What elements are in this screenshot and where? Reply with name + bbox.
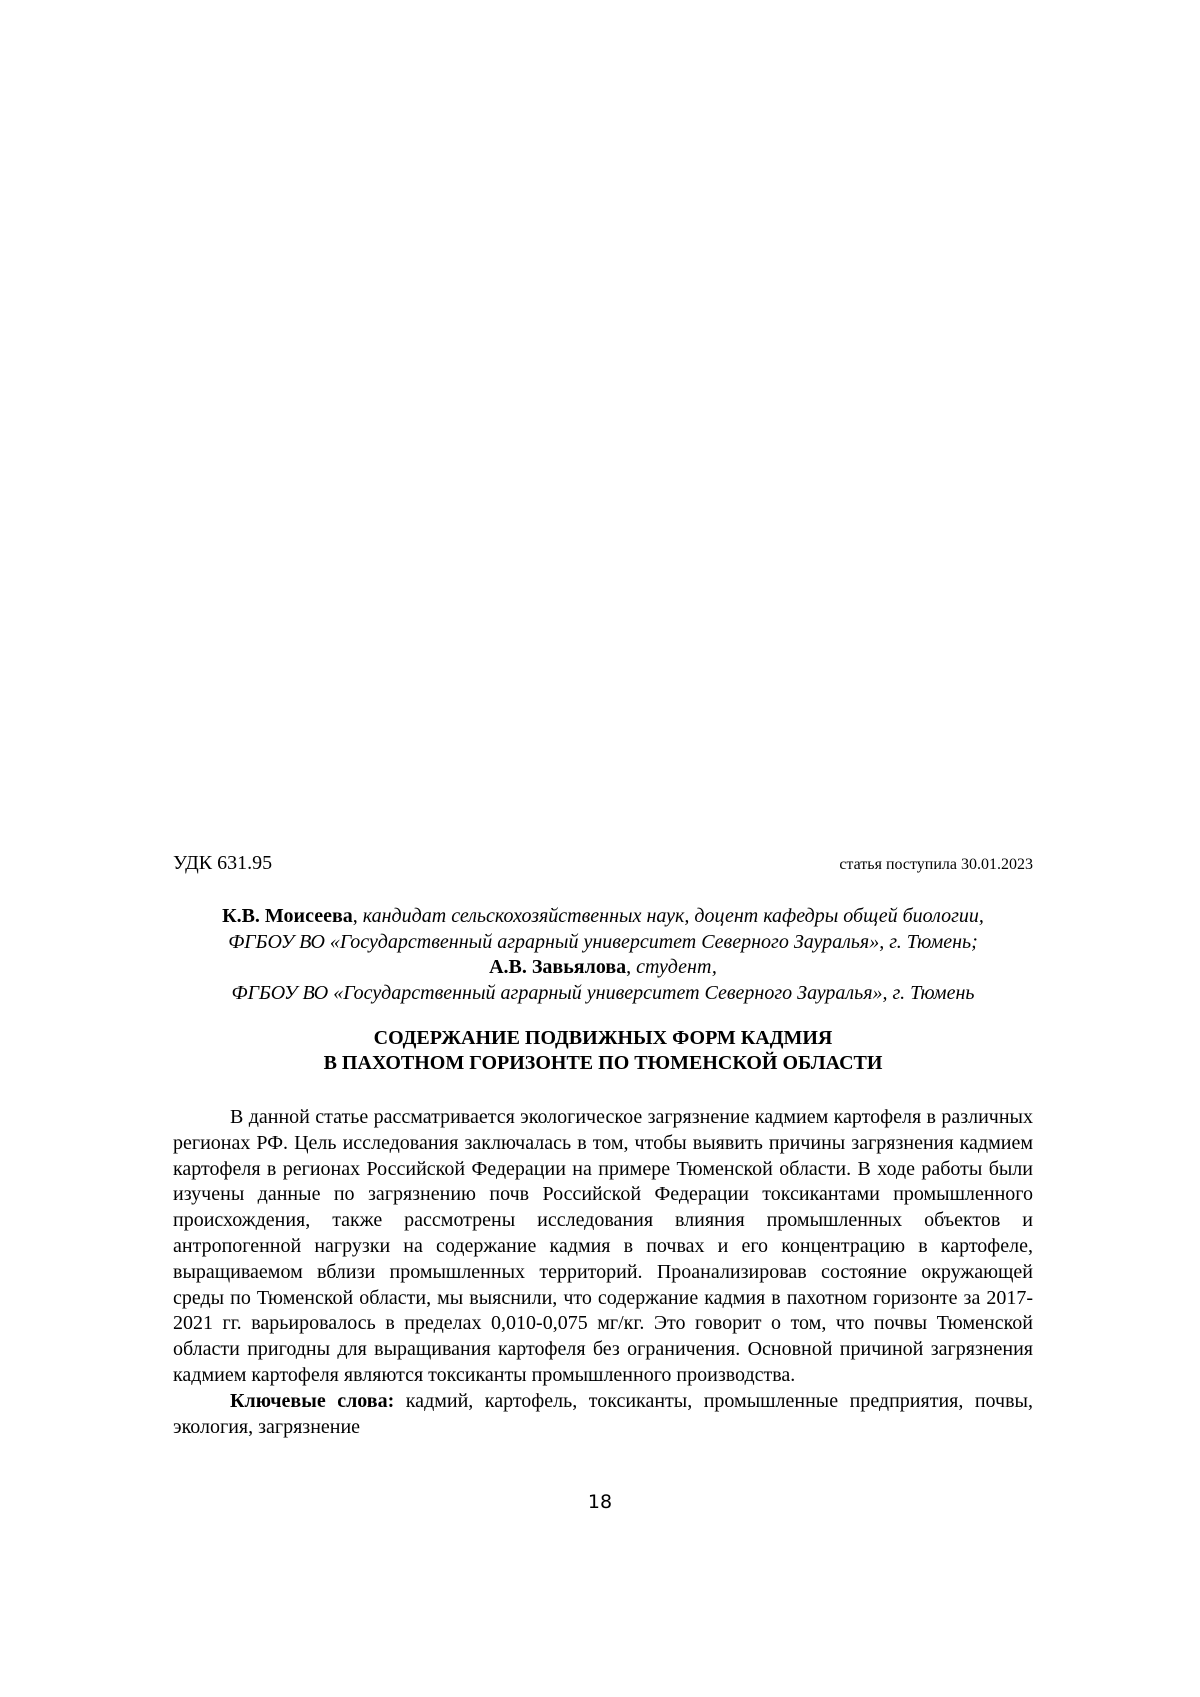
authors-block (173, 904, 1033, 1006)
author-2-name: А.В. Завьялова (489, 956, 627, 978)
article-header (173, 850, 1033, 876)
article-content (173, 850, 1033, 1460)
author-1-line (173, 904, 1033, 930)
received-date: статья поступила 30.01.2023 (839, 856, 1033, 873)
udk-code: УДК 631.95 (173, 852, 273, 874)
author-1-separator: , (352, 905, 363, 927)
title-line-2: В ПАХОТНОМ ГОРИЗОНТЕ ПО ТЮМЕНСКОЙ ОБЛАСТИ (323, 1052, 883, 1074)
abstract-paragraph: В данной статье рассматривается экологическое загрязнение кадмием картофеля в различных регионах РФ. Цель исследования заключалась в том, чтобы выявить причины загрязнения кадмием картофеля в регионах Российской Федерации на примере Тюменской области. В ходе работы были изучены данные по загрязнению почв Российской Федерации токсикантами промышленного происхождения, также рассмотрены исследования влияния промышленных объектов и антропогенной нагрузки на содержание кадмия в почвах и его концентрацию в картофеле, выращиваемом вблизи промышленных территорий. Проанализировав состояние окружающей среды по Тюменской области, мы выяснили, что содержание кадмия в пахотном горизонте за 2017-2021 гг. варьировалось в пределах 0,010-0,075 мг/кг. Это говорит о том, что почвы Тюменской области пригодны для выращивания картофеля без ограничения. Основной причиной загрязнения кадмием картофеля являются токсиканты промышленного производства. (173, 1106, 1033, 1386)
article-title (173, 1026, 1033, 1076)
title-line-1: СОДЕРЖАНИЕ ПОДВИЖНЫХ ФОРМ КАДМИЯ (373, 1027, 833, 1049)
author-1-affiliation: ФГБОУ ВО «Государственный аграрный университет Северного Зауралья», г. Тюмень; (228, 930, 978, 953)
keywords-paragraph (173, 1389, 1033, 1441)
author-1-role: кандидат сельскохозяйственных наук, доцент кафедры общей биологии, (362, 905, 984, 927)
author-2-role: студент, (636, 956, 717, 978)
author-2-line (173, 955, 1033, 981)
author-2-separator: , (626, 956, 637, 978)
author-1-name: К.В. Моисеева (222, 905, 353, 927)
keywords-text: кадмий, картофель, токсиканты, промышленные предприятия, почвы, экология, загрязнение (173, 1389, 1033, 1438)
author-2-affiliation: ФГБОУ ВО «Государственный аграрный университет Северного Зауралья», г. Тюмень (231, 981, 975, 1004)
keywords-label: Ключевые слова: (230, 1389, 395, 1412)
page-number: 18 (587, 1491, 613, 1513)
